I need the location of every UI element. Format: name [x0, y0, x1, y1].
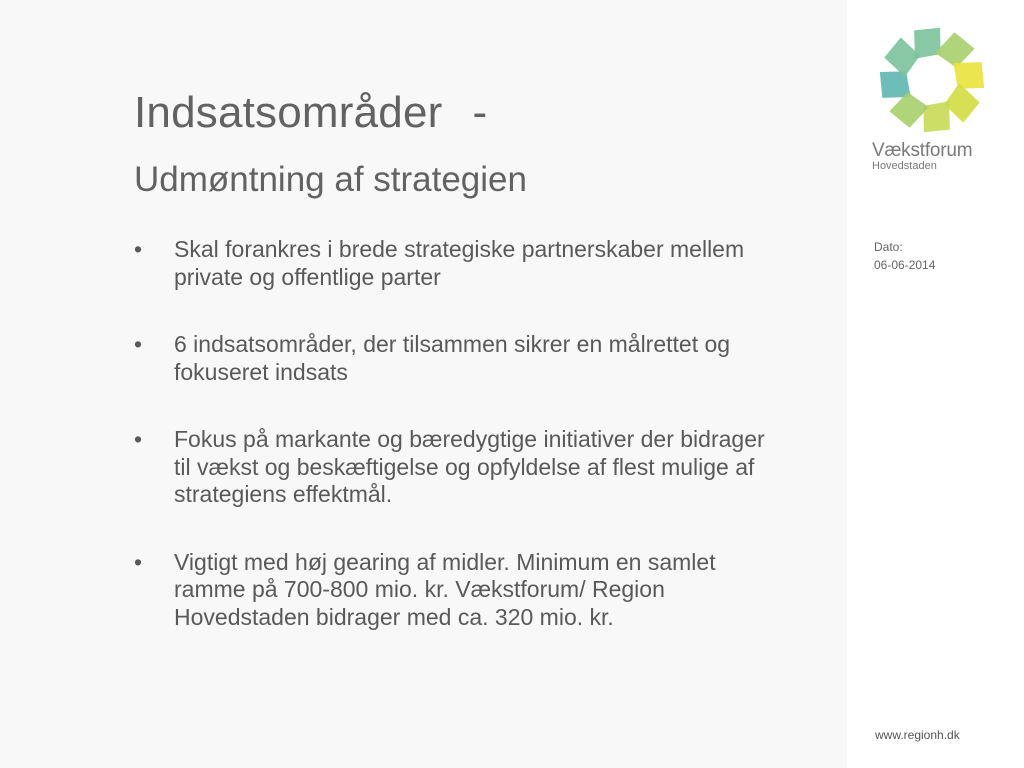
logo-brand-name: Vækstforum: [872, 140, 973, 161]
bullet-item: [132, 549, 782, 632]
slide-title-text: Indsatsområder: [134, 88, 443, 137]
bullet-marker: •: [134, 426, 143, 452]
bullet-text: Skal forankres i brede strategiske partnerskaber mellem private og offentlige parter: [174, 236, 745, 290]
vaekstforum-star-logo-icon: [872, 26, 994, 134]
bullet-text: 6 indsatsområder, der tilsammen sikrer en målrettet og fokuseret indsats: [174, 331, 731, 385]
slide-title: [134, 88, 487, 138]
bullet-text: Vigtigt med høj gearing af midler. Minimum en samlet ramme på 700-800 mio. kr. Vækstforum/ Region Hovedstaden bidrager med ca. 320 mio. kr.: [174, 548, 716, 630]
date-label: Dato:: [874, 240, 903, 254]
slide-title-dash: -: [472, 88, 488, 137]
bullet-marker: •: [134, 236, 143, 262]
bullet-text: Fokus på markante og bæredygtige initiativer der bidrager til vækst og beskæftigelse og opfyldelse af flest mulige af strategiens effektmål.: [174, 426, 765, 507]
vaekstforum-logo: [872, 26, 997, 172]
logo-brand-sub: Hovedstaden: [872, 160, 937, 172]
bullet-item: [132, 426, 782, 509]
slide-subtitle: Udmøntning af strategien: [134, 160, 527, 199]
bullet-list: [132, 236, 782, 631]
date-value: 06-06-2014: [874, 258, 936, 272]
bullet-marker: •: [134, 331, 143, 357]
bullet-marker: •: [134, 548, 143, 575]
footer-url[interactable]: www.regionh.dk: [875, 728, 960, 742]
bullet-item: [132, 236, 782, 291]
bullet-item: [132, 331, 782, 386]
